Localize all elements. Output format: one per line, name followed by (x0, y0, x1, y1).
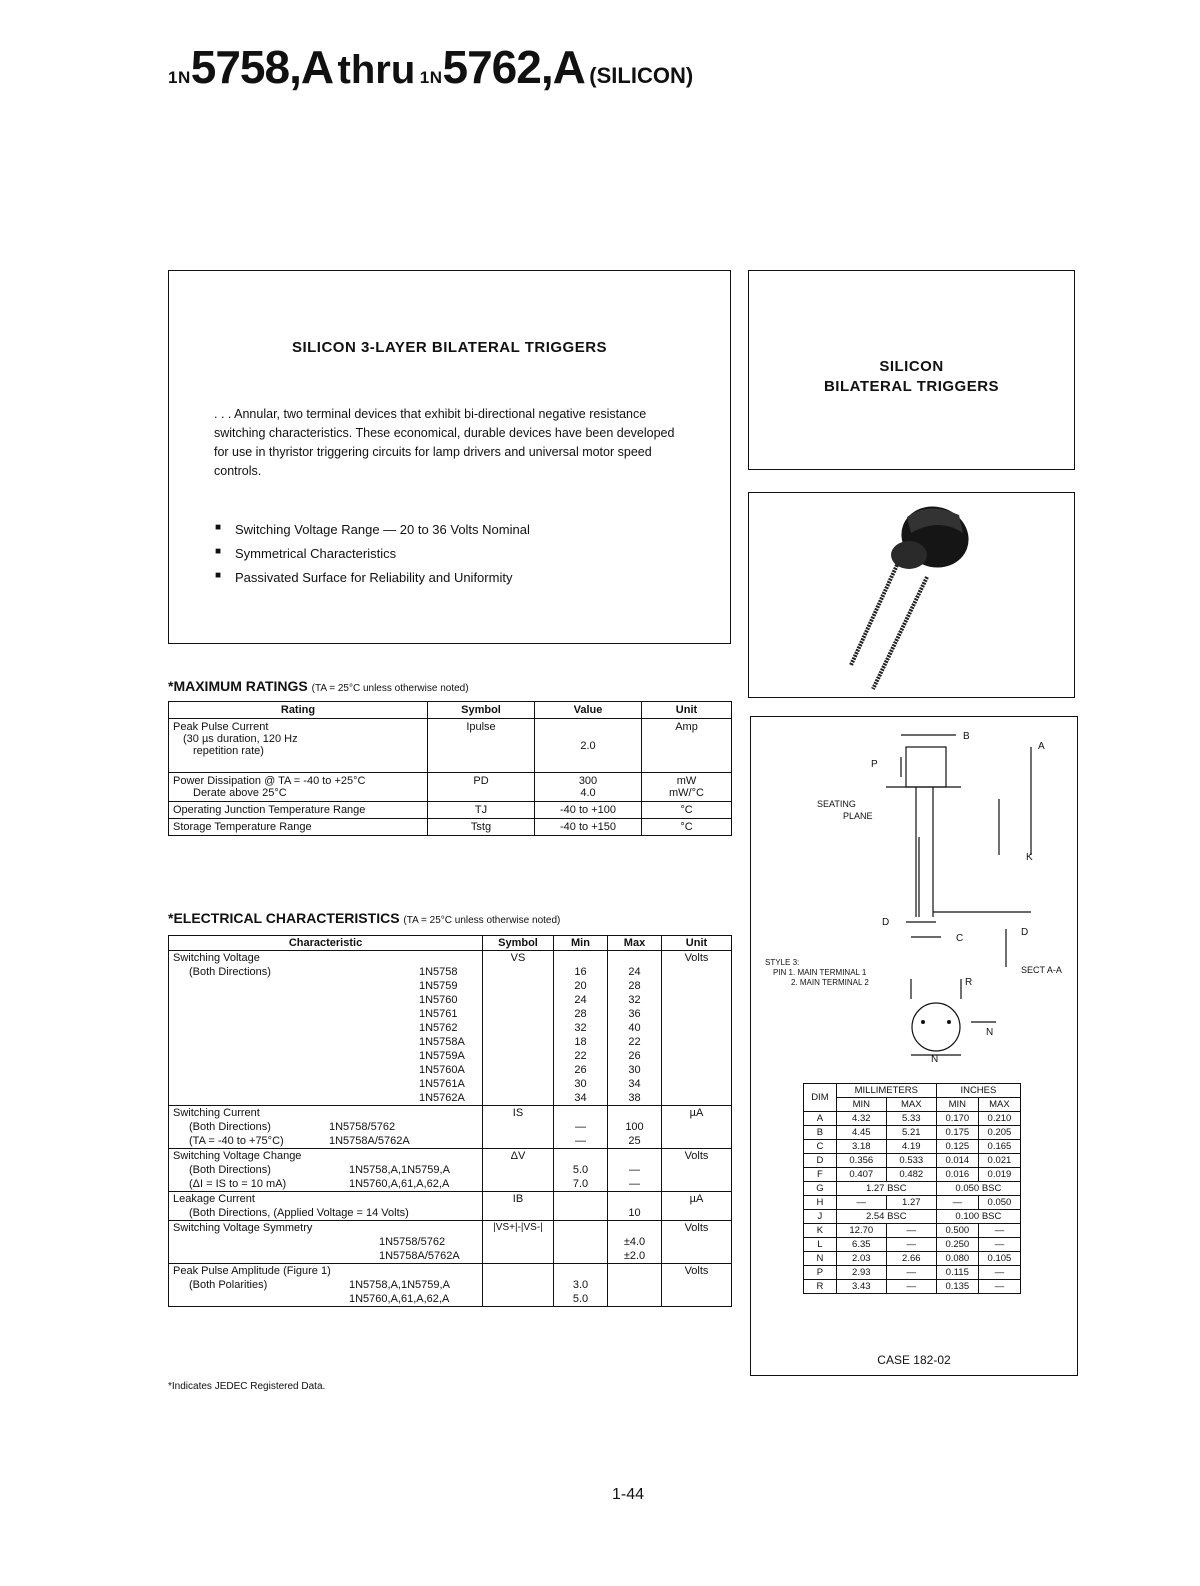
dim-label-C: C (956, 933, 964, 944)
min-col-header: Min (554, 936, 608, 951)
table-row: (Both Directions, (Applied Voltage = 14 Volts) 10 (169, 1206, 732, 1221)
table-row: Operating Junction Temperature Range TJ -40 to +100 °C (169, 802, 732, 819)
table-row: 1N5759 20 28 (169, 979, 732, 993)
page-title (168, 40, 693, 94)
dim-label-P: P (871, 759, 878, 770)
in-min-header: MIN (936, 1098, 978, 1112)
dim-label-A: A (1038, 741, 1045, 752)
device-photo-box (748, 492, 1075, 698)
table-row: K 12.70 — 0.500 — (804, 1224, 1021, 1238)
plane-label: PLANE (843, 811, 873, 821)
table-row: 1N5760A 26 30 (169, 1063, 732, 1077)
max-ratings-title: *MAXIMUM RATINGS (168, 678, 308, 694)
feature-list (215, 522, 695, 594)
table-row: N 2.03 2.66 0.080 0.105 (804, 1252, 1021, 1266)
case-number: CASE 182-02 (877, 1353, 951, 1367)
table-row: C 3.18 4.19 0.125 0.165 (804, 1140, 1021, 1154)
section-label: SECT A-A (1021, 965, 1062, 975)
side-title-box (748, 270, 1075, 470)
elec-char-title: *ELECTRICAL CHARACTERISTICS (168, 910, 400, 926)
mm-max-header: MAX (886, 1098, 936, 1112)
dim-label-K: K (1026, 852, 1033, 863)
feature-item: ■ Switching Voltage Range — 20 to 36 Volts Nominal (215, 522, 695, 537)
table-row: 1N5758A/5762A ±2.0 (169, 1249, 732, 1264)
table-row: Switching Voltage Symmetry |VS+|-|VS-| Volts (169, 1221, 732, 1236)
dim-label-B: B (963, 731, 970, 742)
table-row: 1N5758A 18 22 (169, 1035, 732, 1049)
title-part-2: 5762,A (442, 41, 585, 93)
table-row: G 1.27 BSC 0.050 BSC (804, 1182, 1021, 1196)
title-prefix-2: 1N (419, 68, 443, 87)
max-ratings-table (168, 701, 732, 836)
page-number: 1-44 (612, 1486, 645, 1503)
feature-item: ■ Passivated Surface for Reliability and Uniformity (215, 570, 695, 585)
in-col-header: INCHES (936, 1084, 1020, 1098)
title-thru: thru (337, 48, 416, 92)
table-row: 1N5762A 34 38 (169, 1091, 732, 1106)
table-row: F 0.407 0.482 0.016 0.019 (804, 1168, 1021, 1182)
table-row: Power Dissipation @ TA = -40 to +25°C Derate above 25°C PD 300 4.0 mW mW/°C (169, 773, 732, 802)
table-row: B 4.45 5.21 0.175 0.205 (804, 1126, 1021, 1140)
table-row: 1N5761A 30 34 (169, 1077, 732, 1091)
max-ratings-note: (TA = 25°C unless otherwise noted) (311, 683, 469, 694)
in-max-header: MAX (978, 1098, 1020, 1112)
unit-col-header: Unit (642, 702, 732, 719)
table-row: Peak Pulse Current (30 µs duration, 120 Hz repetition rate) Ipulse 2.0 Amp (169, 719, 732, 773)
table-row: P 2.93 — 0.115 — (804, 1266, 1021, 1280)
symbol-col-header: Symbol (428, 702, 535, 719)
table-row: (ΔI = IS to = 10 mA) 1N5760,A,61,A,62,A 7.0 — (169, 1177, 732, 1192)
table-row: (Both Directions) 1N5758,A,1N5759,A 5.0 — (169, 1163, 732, 1177)
mm-col-header: MILLIMETERS (836, 1084, 936, 1098)
dim-col-header: DIM (804, 1084, 837, 1112)
dim-label-D: D (882, 917, 890, 928)
dim-label-N: N (986, 1027, 994, 1038)
package-outline-drawing (751, 717, 1076, 1077)
table-row: Storage Temperature Range Tstg -40 to +150 °C (169, 819, 732, 836)
table-row: A 4.32 5.33 0.170 0.210 (804, 1112, 1021, 1126)
intro-heading: SILICON 3-LAYER BILATERAL TRIGGERS (291, 339, 608, 356)
table-row: Switching Current IS µA (169, 1106, 732, 1121)
table-row: 1N5760 24 32 (169, 993, 732, 1007)
char-col-header: Characteristic (169, 936, 483, 951)
device-photo (749, 493, 1073, 696)
intro-paragraph: . . . Annular, two terminal devices that exhibit bi-directional negative resistance switching characteristics. These economical, durable devices have been developed for use in thyristor triggering circuits for lamp drivers and universal motor speed controls. (214, 407, 675, 478)
table-row: Switching Voltage VS Volts (169, 951, 732, 966)
pin2-label: 2. MAIN TERMINAL 2 (791, 978, 869, 987)
table-row: 1N5761 28 36 (169, 1007, 732, 1021)
table-row: D 0.356 0.533 0.014 0.021 (804, 1154, 1021, 1168)
title-prefix-1: 1N (168, 68, 191, 87)
table-row: J 2.54 BSC 0.100 BSC (804, 1210, 1021, 1224)
dim-label-N-bottom: N (931, 1054, 939, 1065)
table-row: (Both Polarities) 1N5758,A,1N5759,A 3.0 (169, 1278, 732, 1292)
feature-item: ■ Symmetrical Characteristics (215, 546, 695, 561)
table-row: (Both Directions) 1N5758/5762 — 100 (169, 1120, 732, 1134)
style-label: STYLE 3: (765, 958, 800, 967)
table-row: R 3.43 — 0.135 — (804, 1280, 1021, 1294)
dim-label-D-side: D (1021, 927, 1029, 938)
dim-label-R: R (965, 977, 973, 988)
unit-col-header: Unit (662, 936, 732, 951)
table-row: H — 1.27 — 0.050 (804, 1196, 1021, 1210)
symbol-col-header: Symbol (483, 936, 554, 951)
title-part-1: 5758,A (190, 41, 334, 93)
table-row: Switching Voltage Change ΔV Volts (169, 1149, 732, 1164)
table-row: 1N5758/5762 ±4.0 (169, 1235, 732, 1249)
dimension-table (803, 1083, 1021, 1294)
mm-min-header: MIN (836, 1098, 886, 1112)
table-row: 1N5760,A,61,A,62,A 5.0 (169, 1292, 732, 1307)
side-title (749, 357, 1074, 397)
table-row: Peak Pulse Amplitude (Figure 1) Volts (169, 1264, 732, 1279)
table-row: (Both Directions) 1N5758 16 24 (169, 965, 732, 979)
seating-label: SEATING (817, 799, 856, 809)
jedec-footnote: *Indicates JEDEC Registered Data. (168, 1381, 326, 1392)
intro-box (168, 270, 731, 644)
max-ratings-heading (168, 678, 469, 694)
rating-col-header: Rating (169, 702, 428, 719)
elec-char-table (168, 935, 732, 1307)
elec-char-heading (168, 910, 560, 926)
table-row: 1N5759A 22 26 (169, 1049, 732, 1063)
table-row: L 6.35 — 0.250 — (804, 1238, 1021, 1252)
table-row: Leakage Current IB µA (169, 1192, 732, 1207)
side-title-line-2: BILATERAL TRIGGERS (823, 378, 1000, 395)
max-col-header: Max (608, 936, 662, 951)
table-row: (TA = -40 to +75°C) 1N5758A/5762A — 25 (169, 1134, 732, 1149)
table-row: 1N5762 32 40 (169, 1021, 732, 1035)
value-col-header: Value (535, 702, 642, 719)
package-outline-box (750, 716, 1078, 1376)
side-title-line-1: SILICON (879, 358, 944, 375)
title-material: (SILICON) (589, 63, 694, 88)
pin1-label: PIN 1. MAIN TERMINAL 1 (773, 968, 867, 977)
elec-char-note: (TA = 25°C unless otherwise noted) (403, 915, 561, 926)
